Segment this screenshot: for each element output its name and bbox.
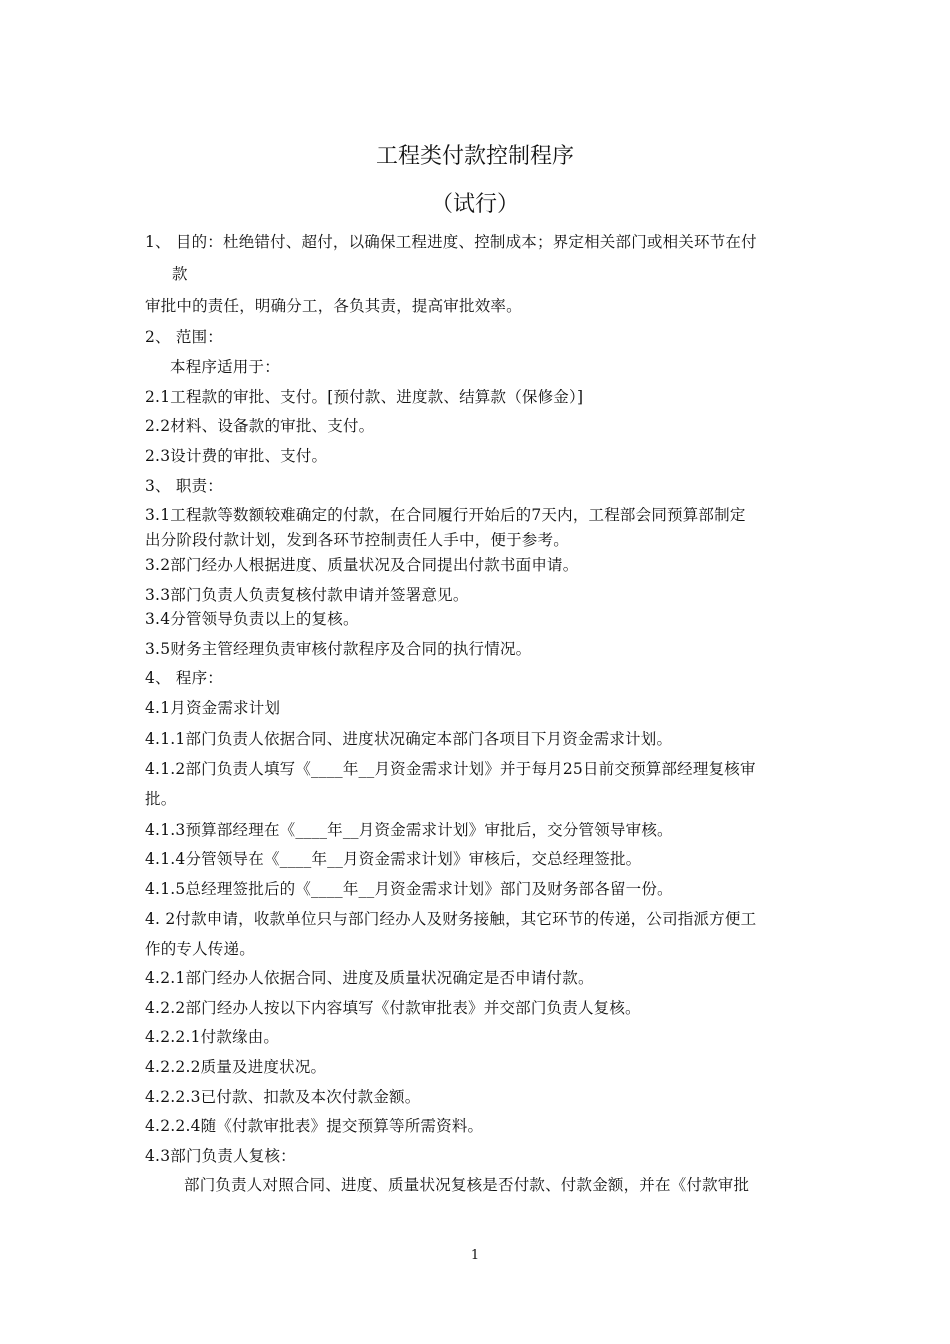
body-line: 4.2.2.3已付款、扣款及本次付款金额。 bbox=[145, 1088, 421, 1106]
document-title: 工程类付款控制程序 bbox=[375, 144, 574, 169]
page-number: 1 bbox=[470, 1248, 480, 1263]
body-line: 4、 程序： bbox=[145, 669, 223, 687]
body-line: 出分阶段付款计划，发到各环节控制责任人手中，便于参考。 bbox=[145, 531, 569, 549]
body-line: 4.2.1部门经办人依据合同、进度及质量状况确定是否申请付款。 bbox=[145, 969, 594, 987]
body-line: 4.1.1部门负责人依据合同、进度状况确定本部门各项目下月资金需求计划。 bbox=[145, 730, 673, 748]
body-line: 审批中的责任，明确分工，各负其责，提高审批效率。 bbox=[145, 297, 522, 315]
body-line: 3.1工程款等数额较难确定的付款，在合同履行开始后的7天内，工程部会同预算部制定 bbox=[145, 506, 746, 524]
body-line: 4.1.3预算部经理在《____年__月资金需求计划》审批后，交分管领导审核。 bbox=[145, 821, 673, 839]
body-line: 4. 2付款申请，收款单位只与部门经办人及财务接触，其它环节的传递，公司指派方便工 bbox=[145, 910, 757, 928]
body-line: 4.1.5总经理签批后的《____年__月资金需求计划》部门及财务部各留一份。 bbox=[145, 880, 673, 898]
body-line: 4.2.2部门经办人按以下内容填写《付款审批表》并交部门负责人复核。 bbox=[145, 999, 641, 1017]
body-line: 3.2部门经办人根据进度、质量状况及合同提出付款书面申请。 bbox=[145, 556, 579, 574]
body-line: 2、 范围： bbox=[145, 328, 223, 346]
document-subtitle: （试行） bbox=[430, 192, 519, 217]
body-line: 4.1.2部门负责人填写《____年__月资金需求计划》并于每月25日前交预算部经理复核审 bbox=[145, 760, 756, 778]
body-line: 批。 bbox=[145, 790, 177, 808]
body-line: 4.1月资金需求计划 bbox=[145, 699, 281, 717]
body-line: 4.3部门负责人复核： bbox=[145, 1147, 296, 1165]
body-line: 2.2材料、设备款的审批、支付。 bbox=[145, 417, 375, 435]
body-line: 作的专人传递。 bbox=[145, 940, 255, 958]
body-line: 1、 目的：杜绝错付、超付，以确保工程进度、控制成本；界定相关部门或相关环节在付 bbox=[145, 233, 757, 251]
body-line: 3、 职责： bbox=[145, 477, 223, 495]
body-line: 2.3设计费的审批、支付。 bbox=[145, 447, 328, 465]
body-line: 3.3部门负责人负责复核付款申请并签署意见。 bbox=[145, 586, 469, 604]
body-line: 部门负责人对照合同、进度、质量状况复核是否付款、付款金额，并在《付款审批 bbox=[184, 1176, 750, 1194]
body-line: 4.2.2.4随《付款审批表》提交预算等所需资料。 bbox=[145, 1117, 484, 1135]
body-line: 2.1工程款的审批、支付。[预付款、进度款、结算款（保修金）] bbox=[145, 388, 584, 406]
body-line: 4.2.2.2质量及进度状况。 bbox=[145, 1058, 327, 1076]
body-line: 4.1.4分管领导在《____年__月资金需求计划》审核后，交总经理签批。 bbox=[145, 850, 642, 868]
body-line: 款 bbox=[172, 265, 188, 283]
body-line: 4.2.2.1付款缘由。 bbox=[145, 1028, 280, 1046]
body-line: 3.5财务主管经理负责审核付款程序及合同的执行情况。 bbox=[145, 640, 532, 658]
body-line: 3.4分管领导负责以上的复核。 bbox=[145, 610, 359, 628]
body-line: 本程序适用于： bbox=[170, 358, 280, 376]
